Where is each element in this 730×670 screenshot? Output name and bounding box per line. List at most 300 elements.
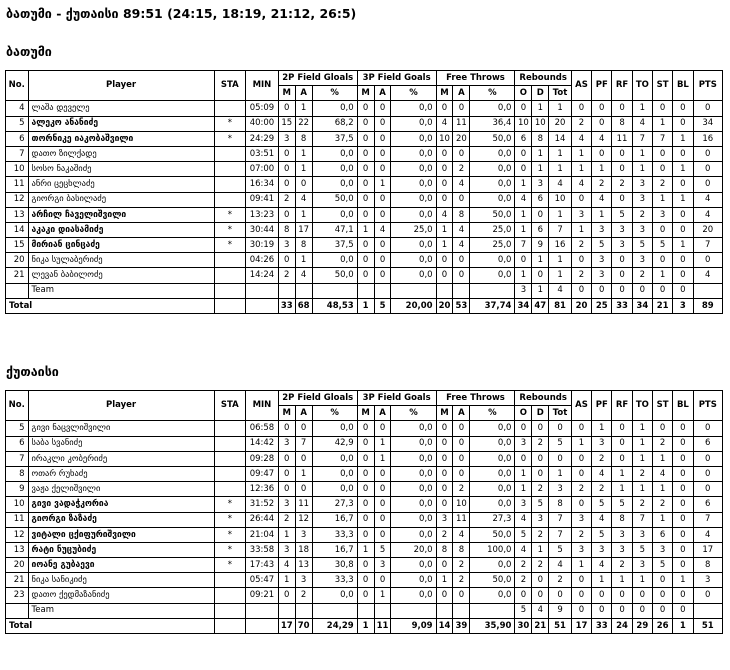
- col-header-rf: RF: [612, 391, 632, 421]
- steals: 1: [652, 482, 672, 497]
- points: 17: [693, 542, 722, 557]
- turnovers: 7: [632, 512, 652, 527]
- blocks: 1: [673, 618, 693, 633]
- fg2-percent: 0,0: [312, 253, 357, 268]
- col-subheader-a: A: [374, 406, 391, 421]
- col-subheader-tot: Tot: [549, 86, 572, 101]
- fouls-received: 0: [612, 101, 632, 116]
- fg3-percent: 0,0: [391, 116, 436, 131]
- fg3-made: [357, 603, 374, 618]
- offensive-rebounds: 4: [515, 192, 532, 207]
- fouls-received: 0: [612, 451, 632, 466]
- defensive-rebounds: 1: [532, 253, 549, 268]
- fg2-percent: 0,0: [312, 177, 357, 192]
- fg2-made: 3: [278, 542, 295, 557]
- personal-fouls: 2: [592, 482, 612, 497]
- col-header-player: Player: [28, 71, 214, 101]
- player-name: რატი ნუცუბიძე: [28, 542, 214, 557]
- minutes: 14:42: [246, 436, 279, 451]
- fg2-percent: [312, 283, 357, 298]
- player-row: [6, 162, 723, 177]
- defensive-rebounds: 47: [532, 298, 549, 313]
- fg2-made: 0: [278, 451, 295, 466]
- player-number: 5: [6, 421, 29, 436]
- col-header-player: Player: [28, 391, 214, 421]
- player-name: გიორგი ბასილაძე: [28, 192, 214, 207]
- fg3-made: 0: [357, 466, 374, 481]
- fg2-made: 1: [278, 527, 295, 542]
- fg3-percent: 25,0: [391, 222, 436, 237]
- total-rebounds: 3: [549, 482, 572, 497]
- player-number: 21: [6, 573, 29, 588]
- fg3-made: 0: [357, 436, 374, 451]
- points: 20: [693, 222, 722, 237]
- fg2-percent: 16,7: [312, 542, 357, 557]
- starter-mark: *: [214, 131, 246, 146]
- points: 34: [693, 116, 722, 131]
- total-rebounds: 4: [549, 283, 572, 298]
- minutes: 16:34: [246, 177, 279, 192]
- ft-attempted: 0: [453, 253, 470, 268]
- defensive-rebounds: 0: [532, 466, 549, 481]
- turnovers: 1: [632, 436, 652, 451]
- player-name: ანრი ცეცხლაძე: [28, 177, 214, 192]
- player-number: [6, 283, 29, 298]
- total-row: [6, 298, 723, 313]
- personal-fouls: 4: [592, 131, 612, 146]
- fg3-percent: 0,0: [391, 131, 436, 146]
- player-row: [6, 421, 723, 436]
- total-rebounds: 2: [549, 573, 572, 588]
- player-row: [6, 542, 723, 557]
- turnovers: 3: [632, 253, 652, 268]
- assists: 1: [571, 222, 591, 237]
- fouls-received: 5: [612, 207, 632, 222]
- starter-mark: *: [214, 497, 246, 512]
- points: [693, 603, 722, 618]
- col-header-to: TO: [632, 71, 652, 101]
- fg2-made: 0: [278, 588, 295, 603]
- personal-fouls: 0: [592, 146, 612, 161]
- steals: 1: [652, 451, 672, 466]
- ft-made: 2: [436, 527, 453, 542]
- starter-mark: [214, 192, 246, 207]
- total-rebounds: 1: [549, 466, 572, 481]
- fg2-made: 3: [278, 436, 295, 451]
- fg3-percent: 0,0: [391, 436, 436, 451]
- fg2-attempted: 0: [295, 451, 312, 466]
- fouls-received: 1: [612, 573, 632, 588]
- offensive-rebounds: 4: [515, 542, 532, 557]
- total-rebounds: 5: [549, 436, 572, 451]
- personal-fouls: 4: [592, 558, 612, 573]
- defensive-rebounds: 4: [532, 603, 549, 618]
- fouls-received: 11: [612, 131, 632, 146]
- starter-mark: *: [214, 116, 246, 131]
- total-rebounds: 1: [549, 207, 572, 222]
- turnovers: 29: [632, 618, 652, 633]
- turnovers: 3: [632, 177, 652, 192]
- col-header-pf: PF: [592, 71, 612, 101]
- total-rebounds: 1: [549, 162, 572, 177]
- player-name: ნიკა სანიკიძე: [28, 573, 214, 588]
- assists: 0: [571, 451, 591, 466]
- player-row: [6, 238, 723, 253]
- assists: 2: [571, 116, 591, 131]
- player-row: [6, 588, 723, 603]
- fg3-attempted: 0: [374, 238, 391, 253]
- fg2-attempted: 11: [295, 497, 312, 512]
- col-subheader-a: A: [453, 406, 470, 421]
- blocks: 0: [673, 101, 693, 116]
- assists: 1: [571, 558, 591, 573]
- personal-fouls: 25: [592, 298, 612, 313]
- player-number: 5: [6, 116, 29, 131]
- blocks: 0: [673, 588, 693, 603]
- player-row: [6, 436, 723, 451]
- col-subheader-pct: %: [312, 86, 357, 101]
- team-stats-row: [6, 283, 723, 298]
- ft-attempted: 2: [453, 162, 470, 177]
- points: 0: [693, 466, 722, 481]
- player-number: 23: [6, 588, 29, 603]
- ft-made: 0: [436, 497, 453, 512]
- fg2-percent: 30,8: [312, 558, 357, 573]
- player-number: 14: [6, 222, 29, 237]
- player-name: დათო ქედმაზანიძე: [28, 588, 214, 603]
- ft-made: 0: [436, 101, 453, 116]
- fg3-attempted: 0: [374, 131, 391, 146]
- player-row: [6, 466, 723, 481]
- ft-made: 0: [436, 436, 453, 451]
- player-row: [6, 116, 723, 131]
- fg3-attempted: 1: [374, 436, 391, 451]
- total-rebounds: 4: [549, 558, 572, 573]
- col-header-bl: BL: [673, 391, 693, 421]
- player-name: ლევან ბაბილოძე: [28, 268, 214, 283]
- minutes: 24:29: [246, 131, 279, 146]
- defensive-rebounds: 6: [532, 222, 549, 237]
- personal-fouls: 3: [592, 542, 612, 557]
- fg2-percent: [312, 603, 357, 618]
- minutes: 03:51: [246, 146, 279, 161]
- personal-fouls: 4: [592, 192, 612, 207]
- team-row-label: Team: [28, 283, 214, 298]
- starter-mark: *: [214, 207, 246, 222]
- fg2-made: 3: [278, 131, 295, 146]
- fg3-made: 0: [357, 131, 374, 146]
- player-name: ალეკო ანანიძე: [28, 116, 214, 131]
- fg2-made: 2: [278, 192, 295, 207]
- defensive-rebounds: 1: [532, 146, 549, 161]
- blocks: 0: [673, 207, 693, 222]
- assists: 0: [571, 497, 591, 512]
- assists: 20: [571, 298, 591, 313]
- blocks: 0: [673, 466, 693, 481]
- starter-mark: *: [214, 222, 246, 237]
- fouls-received: 0: [612, 436, 632, 451]
- fg3-made: 0: [357, 588, 374, 603]
- fg3-attempted: 0: [374, 421, 391, 436]
- fg3-made: 0: [357, 101, 374, 116]
- box-score-table-away: [5, 390, 723, 634]
- col-header-rf: RF: [612, 71, 632, 101]
- player-number: 10: [6, 497, 29, 512]
- ft-made: 0: [436, 588, 453, 603]
- starter-mark: [214, 603, 246, 618]
- offensive-rebounds: 3: [515, 436, 532, 451]
- defensive-rebounds: 10: [532, 116, 549, 131]
- personal-fouls: 1: [592, 207, 612, 222]
- player-name: თორნიკე იაკობაშვილი: [28, 131, 214, 146]
- ft-made: [436, 603, 453, 618]
- ft-made: 0: [436, 466, 453, 481]
- fg3-attempted: 0: [374, 253, 391, 268]
- col-header-st: ST: [652, 71, 672, 101]
- fg3-attempted: 1: [374, 177, 391, 192]
- steals: 5: [652, 238, 672, 253]
- ft-made: 0: [436, 482, 453, 497]
- turnovers: 0: [632, 603, 652, 618]
- blocks: 0: [673, 222, 693, 237]
- ft-attempted: 0: [453, 436, 470, 451]
- ft-attempted: 8: [453, 542, 470, 557]
- player-number: 8: [6, 466, 29, 481]
- ft-percent: 0,0: [470, 253, 515, 268]
- fg2-made: 2: [278, 268, 295, 283]
- starter-mark: [214, 588, 246, 603]
- assists: 3: [571, 207, 591, 222]
- fg2-made: 17: [278, 618, 295, 633]
- fouls-received: 0: [612, 253, 632, 268]
- fouls-received: 33: [612, 298, 632, 313]
- ft-attempted: 11: [453, 512, 470, 527]
- fg3-attempted: 0: [374, 101, 391, 116]
- defensive-rebounds: 0: [532, 268, 549, 283]
- fouls-received: 8: [612, 116, 632, 131]
- defensive-rebounds: 0: [532, 573, 549, 588]
- player-row: [6, 512, 723, 527]
- points: 0: [693, 588, 722, 603]
- total-label: Total: [6, 618, 215, 633]
- offensive-rebounds: 1: [515, 466, 532, 481]
- fg3-made: 0: [357, 116, 374, 131]
- defensive-rebounds: 3: [532, 512, 549, 527]
- total-rebounds: 1: [549, 146, 572, 161]
- minutes: 26:44: [246, 512, 279, 527]
- ft-percent: 50,0: [470, 207, 515, 222]
- ft-attempted: 10: [453, 497, 470, 512]
- fouls-received: 0: [612, 283, 632, 298]
- total-rebounds: 81: [549, 298, 572, 313]
- blocks: 0: [673, 451, 693, 466]
- minutes: 13:23: [246, 207, 279, 222]
- col-header-no: No.: [6, 391, 29, 421]
- turnovers: 1: [632, 162, 652, 177]
- blocks: 0: [673, 497, 693, 512]
- team-row-label: Team: [28, 603, 214, 618]
- player-row: [6, 527, 723, 542]
- player-row: [6, 482, 723, 497]
- fouls-received: 2: [612, 177, 632, 192]
- fg3-made: 0: [357, 253, 374, 268]
- ft-percent: 25,0: [470, 222, 515, 237]
- turnovers: 3: [632, 527, 652, 542]
- player-row: [6, 451, 723, 466]
- ft-percent: 0,0: [470, 101, 515, 116]
- total-rebounds: 0: [549, 588, 572, 603]
- points: 0: [693, 101, 722, 116]
- offensive-rebounds: 1: [515, 177, 532, 192]
- total-rebounds: 0: [549, 451, 572, 466]
- steals: 0: [652, 603, 672, 618]
- ft-attempted: 0: [453, 451, 470, 466]
- player-name: ვიტალი ცქიფურიშვილი: [28, 527, 214, 542]
- steals: 1: [652, 512, 672, 527]
- fg3-made: 0: [357, 421, 374, 436]
- personal-fouls: 0: [592, 283, 612, 298]
- ft-made: 0: [436, 268, 453, 283]
- player-number: 13: [6, 207, 29, 222]
- minutes: 05:47: [246, 573, 279, 588]
- ft-attempted: 0: [453, 466, 470, 481]
- offensive-rebounds: 5: [515, 603, 532, 618]
- fg3-percent: 0,0: [391, 558, 436, 573]
- steals: 0: [652, 222, 672, 237]
- steals: 1: [652, 192, 672, 207]
- total-rebounds: 7: [549, 512, 572, 527]
- col-subheader-o: O: [515, 406, 532, 421]
- minutes: 04:26: [246, 253, 279, 268]
- blocks: 0: [673, 603, 693, 618]
- fg2-percent: 47,1: [312, 222, 357, 237]
- minutes: [246, 283, 279, 298]
- points: 0: [693, 162, 722, 177]
- player-row: [6, 101, 723, 116]
- offensive-rebounds: 3: [515, 283, 532, 298]
- personal-fouls: 2: [592, 177, 612, 192]
- defensive-rebounds: 0: [532, 421, 549, 436]
- fg2-made: 0: [278, 162, 295, 177]
- player-number: 13: [6, 542, 29, 557]
- blocks: 0: [673, 527, 693, 542]
- offensive-rebounds: 0: [515, 451, 532, 466]
- offensive-rebounds: 4: [515, 512, 532, 527]
- turnovers: 2: [632, 497, 652, 512]
- personal-fouls: 5: [592, 497, 612, 512]
- fg2-made: 0: [278, 421, 295, 436]
- col-subheader-m: M: [436, 86, 453, 101]
- fg3-percent: [391, 603, 436, 618]
- steals: 0: [652, 162, 672, 177]
- ft-attempted: 11: [453, 116, 470, 131]
- fg2-made: 0: [278, 466, 295, 481]
- points: 4: [693, 192, 722, 207]
- fouls-received: 0: [612, 603, 632, 618]
- total-rebounds: 16: [549, 238, 572, 253]
- ft-percent: 0,0: [470, 177, 515, 192]
- fg2-percent: 0,0: [312, 207, 357, 222]
- fg3-attempted: 0: [374, 162, 391, 177]
- fg3-attempted: 0: [374, 482, 391, 497]
- turnovers: 4: [632, 116, 652, 131]
- fg3-made: 1: [357, 618, 374, 633]
- col-header-pts: PTS: [693, 391, 722, 421]
- ft-made: 0: [436, 253, 453, 268]
- blocks: 0: [673, 116, 693, 131]
- header-row: [6, 391, 723, 406]
- col-subheader-a: A: [374, 86, 391, 101]
- fg3-attempted: 0: [374, 207, 391, 222]
- offensive-rebounds: 0: [515, 162, 532, 177]
- fg2-attempted: 3: [295, 573, 312, 588]
- fg3-percent: 0,0: [391, 238, 436, 253]
- player-name: სოსო ნაკაშიძე: [28, 162, 214, 177]
- col-subheader-pct: %: [312, 406, 357, 421]
- total-row: [6, 618, 723, 633]
- fg2-attempted: 70: [295, 618, 312, 633]
- fg2-attempted: 2: [295, 588, 312, 603]
- player-number: 11: [6, 177, 29, 192]
- ft-percent: 0,0: [470, 421, 515, 436]
- fg3-made: 1: [357, 542, 374, 557]
- col-subheader-pct: %: [470, 406, 515, 421]
- player-name: ოთარ რუხაძე: [28, 466, 214, 481]
- player-row: [6, 253, 723, 268]
- personal-fouls: 1: [592, 421, 612, 436]
- blocks: 1: [673, 573, 693, 588]
- personal-fouls: 0: [592, 588, 612, 603]
- ft-attempted: 2: [453, 558, 470, 573]
- ft-made: 1: [436, 238, 453, 253]
- total-rebounds: 1: [549, 101, 572, 116]
- fg3-made: 0: [357, 497, 374, 512]
- col-header-2p: 2P Field Gloals: [278, 391, 357, 406]
- offensive-rebounds: 6: [515, 131, 532, 146]
- ft-attempted: 2: [453, 482, 470, 497]
- fg2-attempted: 1: [295, 207, 312, 222]
- turnovers: 0: [632, 588, 652, 603]
- steals: 3: [652, 542, 672, 557]
- assists: 0: [571, 588, 591, 603]
- points: 8: [693, 558, 722, 573]
- points: [693, 283, 722, 298]
- assists: 0: [571, 283, 591, 298]
- turnovers: 3: [632, 222, 652, 237]
- fg2-attempted: 1: [295, 146, 312, 161]
- offensive-rebounds: 1: [515, 207, 532, 222]
- fg2-percent: 33,3: [312, 527, 357, 542]
- ft-percent: 50,0: [470, 131, 515, 146]
- fg3-percent: 0,0: [391, 527, 436, 542]
- player-number: 15: [6, 238, 29, 253]
- player-row: [6, 558, 723, 573]
- fg3-made: 0: [357, 207, 374, 222]
- player-name: საბა სვანიძე: [28, 436, 214, 451]
- fg2-attempted: 7: [295, 436, 312, 451]
- assists: 1: [571, 436, 591, 451]
- team-name-away: ქუთაისი: [6, 364, 59, 379]
- starter-mark: [214, 283, 246, 298]
- blocks: 0: [673, 558, 693, 573]
- assists: 0: [571, 192, 591, 207]
- offensive-rebounds: 2: [515, 573, 532, 588]
- assists: 2: [571, 482, 591, 497]
- col-header-pf: PF: [592, 391, 612, 421]
- fg3-attempted: 3: [374, 558, 391, 573]
- ft-percent: 35,90: [470, 618, 515, 633]
- blocks: 0: [673, 146, 693, 161]
